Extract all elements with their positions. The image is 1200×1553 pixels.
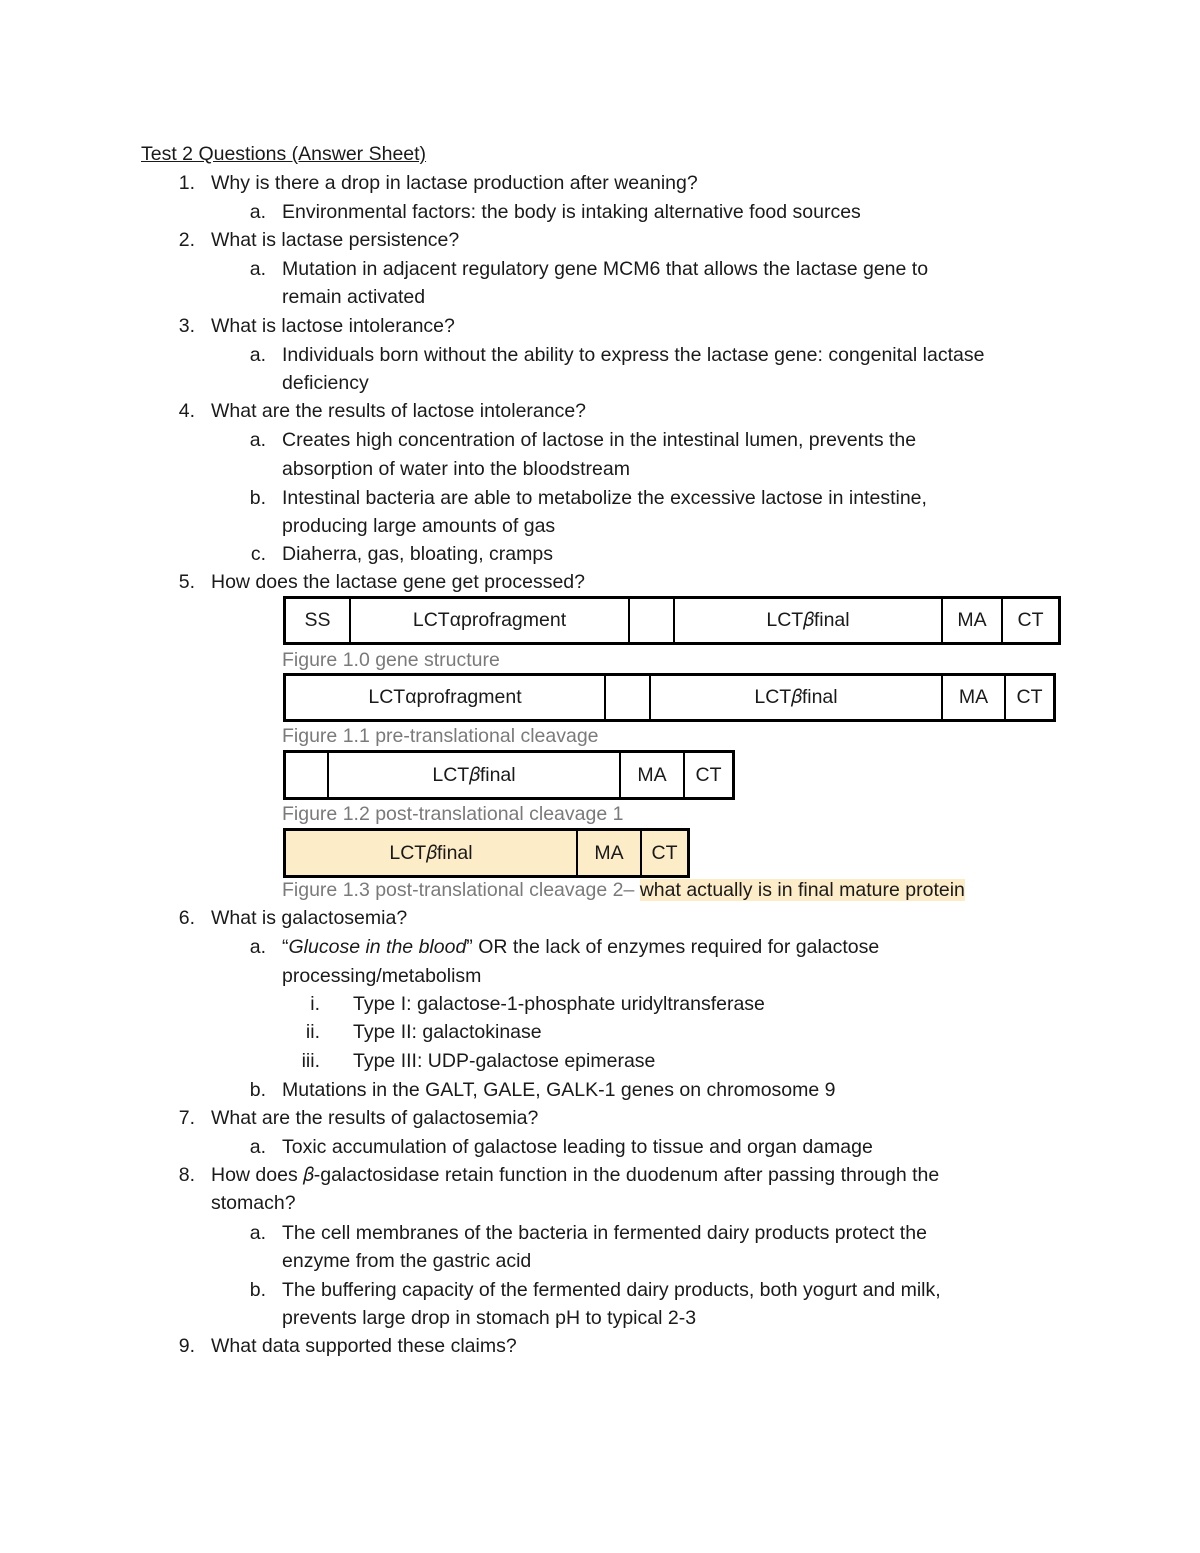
answer-6a-line2: processing/metabolism — [282, 965, 482, 987]
answer-letter: a. — [249, 201, 266, 223]
italic-phrase: Glucose in the blood — [288, 936, 467, 958]
open-quote: “ — [282, 936, 289, 958]
segment-ss: SS — [286, 599, 351, 642]
answer-6a-line1 — [282, 933, 879, 962]
question-4: What are the results of lactose intolerance? — [211, 400, 587, 422]
question-7: What are the results of galactosemia? — [211, 1107, 539, 1129]
answer-4a-line1: Creates high concentration of lactose in the intestinal lumen, prevents the — [282, 429, 917, 451]
answer-2a-line2: remain activated — [282, 286, 426, 308]
answer-letter: b. — [249, 1279, 266, 1301]
segment-ct: CT — [1016, 686, 1043, 709]
roman-numeral: ii. — [305, 1021, 320, 1043]
answer-4a-line2: absorption of water into the bloodstream — [282, 458, 630, 480]
question-1: Why is there a drop in lactase production after weaning? — [211, 172, 698, 194]
answer-4c: Diaherra, gas, bloating, cramps — [282, 543, 553, 565]
answer-4b-line1: Intestinal bacteria are able to metabolize the excessive lactose in intestine, — [282, 487, 927, 509]
answer-letter: c. — [250, 543, 266, 565]
segment-lct-alpha: LCTαprofragment — [286, 676, 606, 719]
figure-caption: Figure 1.2 post-translational cleavage 1 — [282, 803, 624, 825]
question-number: 2. — [178, 229, 195, 251]
answer-7a: Toxic accumulation of galactose leading to tissue and organ damage — [282, 1136, 873, 1158]
segment-lct-beta: LCT𝛽final — [329, 753, 621, 797]
figure-caption: Figure 1.0 gene structure — [282, 649, 500, 671]
question-6: What is galactosemia? — [211, 907, 408, 929]
answer-letter: a. — [249, 1136, 266, 1158]
segment-ct: CT — [642, 831, 687, 875]
answer-letter: b. — [249, 1079, 266, 1101]
answer-6b: Mutations in the GALT, GALE, GALK-1 genes on chromosome 9 — [282, 1079, 836, 1101]
question-number: 4. — [178, 400, 195, 422]
answer-3a-line2: deficiency — [282, 372, 369, 394]
type-2: Type II: galactokinase — [353, 1021, 542, 1043]
question-number: 9. — [178, 1335, 195, 1357]
figure-caption: Figure 1.1 pre-translational cleavage — [282, 725, 599, 747]
answer-4b-line2: producing large amounts of gas — [282, 515, 556, 537]
type-3: Type III: UDP-galactose epimerase — [353, 1050, 656, 1072]
answer-2a-line1: Mutation in adjacent regulatory gene MCM6 that allows the lactase gene to — [282, 258, 929, 280]
question-number: 7. — [178, 1107, 195, 1129]
segment-blank — [286, 753, 329, 797]
answer-letter: a. — [249, 936, 266, 958]
segment-blank — [630, 599, 675, 642]
answer-letter: a. — [249, 344, 266, 366]
answer-8a-line2: enzyme from the gastric acid — [282, 1250, 532, 1272]
question-number: 1. — [178, 172, 195, 194]
roman-numeral: i. — [310, 993, 320, 1015]
segment-lct-beta: LCT𝛽final — [651, 676, 943, 719]
question-number: 3. — [178, 315, 195, 337]
roman-numeral: iii. — [301, 1050, 320, 1072]
answer-3a-line1: Individuals born without the ability to express the lactase gene: congenital lactase — [282, 344, 985, 366]
segment-ma: MA — [578, 831, 642, 875]
post-translational-2-diagram — [283, 828, 690, 878]
segment-lct-beta: LCT𝛽final — [675, 599, 943, 642]
caption-text: Figure 1.3 post-translational cleavage 2– — [282, 879, 640, 901]
type-1: Type I: galactose-1-phosphate uridyltransferase — [353, 993, 765, 1015]
answer-6a-rest: ” OR the lack of enzymes required for galactose — [466, 936, 880, 958]
answer-letter: a. — [249, 429, 266, 451]
segment-ma: MA — [943, 676, 1006, 719]
answer-1a: Environmental factors: the body is intaking alternative food sources — [282, 201, 861, 223]
figure-caption — [282, 876, 965, 905]
question-9: What data supported these claims? — [211, 1335, 517, 1357]
segment-lct-alpha: LCTαprofragment — [351, 599, 630, 642]
page-title: Test 2 Questions (Answer Sheet) — [141, 143, 427, 165]
question-8-line2: stomach? — [211, 1192, 296, 1214]
answer-letter: a. — [249, 1222, 266, 1244]
answer-letter: a. — [249, 258, 266, 280]
segment-ma: MA — [621, 753, 685, 797]
question-5: How does the lactase gene get processed? — [211, 571, 585, 593]
segment-lct-beta: LCT𝛽final — [286, 831, 578, 875]
answer-8b-line2: prevents large drop in stomach pH to typical 2-3 — [282, 1307, 697, 1329]
segment-ct: CT — [1017, 609, 1044, 632]
pre-translational-diagram — [283, 673, 1056, 722]
question-2: What is lactase persistence? — [211, 229, 460, 251]
question-number: 8. — [178, 1164, 195, 1186]
segment-blank — [606, 676, 651, 719]
answer-8b-line1: The buffering capacity of the fermented dairy products, both yogurt and milk, — [282, 1279, 941, 1301]
post-translational-1-diagram — [283, 750, 735, 800]
caption-highlight: what actually is in final mature protein — [639, 879, 965, 901]
question-8-line1: How does 𝛽-galactosidase retain function in the duodenum after passing through the — [211, 1164, 940, 1186]
segment-ct: CT — [695, 763, 722, 786]
answer-8a-line1: The cell membranes of the bacteria in fermented dairy products protect the — [282, 1222, 927, 1244]
question-3: What is lactose intolerance? — [211, 315, 455, 337]
segment-ma: MA — [943, 599, 1003, 642]
question-number: 6. — [178, 907, 195, 929]
answer-letter: b. — [249, 487, 266, 509]
gene-structure-diagram — [283, 596, 1061, 645]
question-number: 5. — [178, 571, 195, 593]
